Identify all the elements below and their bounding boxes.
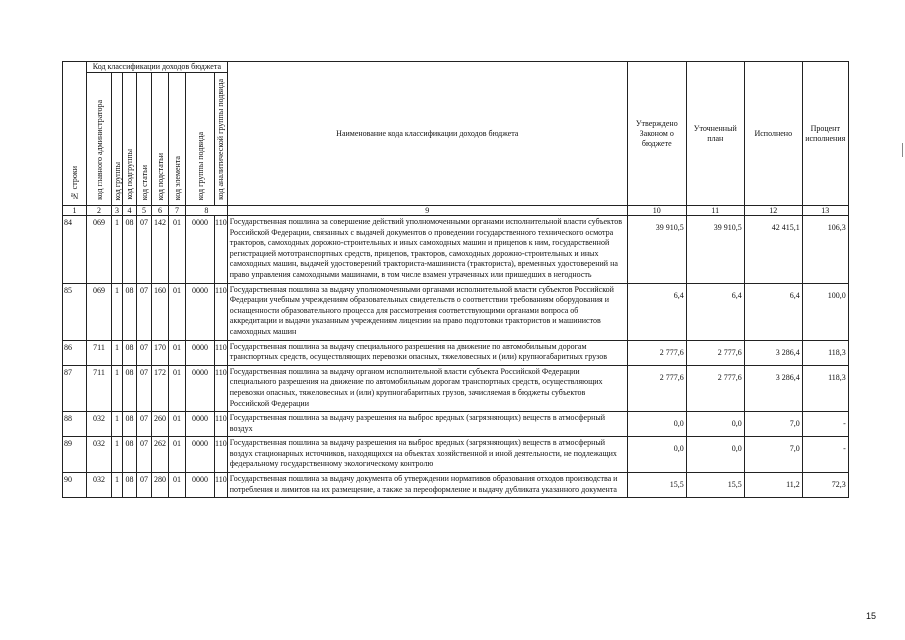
executed-value: 3 286,4 xyxy=(744,365,802,411)
element-code: 01 xyxy=(169,473,186,498)
approved-header: Утверждено Законом о бюджете xyxy=(627,62,686,206)
element-code: 01 xyxy=(169,283,186,340)
article-code: 07 xyxy=(137,283,152,340)
class-col-header-text: код элемента xyxy=(172,155,182,200)
row-number-header xyxy=(63,62,87,206)
admin-code: 032 xyxy=(87,412,112,437)
admin-code: 069 xyxy=(87,216,112,284)
class-col-header-text: код группы подвида xyxy=(195,131,205,200)
analytic-code: 110 xyxy=(215,365,228,411)
subtype-code: 0000 xyxy=(186,365,215,411)
refined-value: 15,5 xyxy=(686,473,744,498)
substat-code: 280 xyxy=(152,473,169,498)
table-row xyxy=(63,437,849,473)
column-number: 6 xyxy=(152,206,169,216)
approved-value: 39 910,5 xyxy=(627,216,686,284)
analytic-code: 110 xyxy=(215,437,228,473)
article-code: 07 xyxy=(137,473,152,498)
analytic-code: 110 xyxy=(215,412,228,437)
class-col-header-text: код главного администратора xyxy=(94,100,104,200)
percent-value: 118,3 xyxy=(802,340,848,365)
percent-value: 100,0 xyxy=(802,283,848,340)
executed-value: 11,2 xyxy=(744,473,802,498)
article-code: 07 xyxy=(137,365,152,411)
admin-code: 032 xyxy=(87,473,112,498)
approved-value: 6,4 xyxy=(627,283,686,340)
table-row xyxy=(63,340,849,365)
substat-code: 142 xyxy=(152,216,169,284)
subgroup-code: 08 xyxy=(123,216,137,284)
subtype-code: 0000 xyxy=(186,412,215,437)
revenue-table xyxy=(62,61,849,498)
column-number: 7 xyxy=(169,206,186,216)
class-col-header xyxy=(112,73,123,206)
column-number: 11 xyxy=(686,206,744,216)
class-col-header xyxy=(123,73,137,206)
table-row xyxy=(63,216,849,284)
revenue-name: Государственная пошлина за совершение действий уполномоченными органами исполнительной власти субъектов Российской Федерации, связанных с выдачей документов о проведении государственного технического осмотра тракторов, самоходных дорожно-строительных и иных самоходных машин и прицепов к ним, государственной регистрацией мототранспортных средств, прицепов, тракторов, самоходных дорожно-строительных и иных самоходных машин, выдачей удостоверений тракториста-машиниста (тракториста), временных удостоверений на право управления самоходными машинами, в том числе взамен утраченных или пришедших в негодность xyxy=(227,216,627,284)
column-number: 2 xyxy=(87,206,112,216)
element-code: 01 xyxy=(169,437,186,473)
substat-code: 260 xyxy=(152,412,169,437)
subgroup-code: 08 xyxy=(123,365,137,411)
subgroup-code: 08 xyxy=(123,412,137,437)
group-code: 1 xyxy=(112,283,123,340)
revenue-name: Государственная пошлина за выдачу разрешения на выброс вредных (загрязняющих) веществ в атмосферный воздух стационарных источников, находящихся на объектах хозяйственной и иной деятельности, не подлежащих федеральному государственному экологическому контролю xyxy=(227,437,627,473)
group-code: 1 xyxy=(112,473,123,498)
refined-value: 39 910,5 xyxy=(686,216,744,284)
substat-code: 160 xyxy=(152,283,169,340)
row-number-header-text: № строки xyxy=(70,165,79,200)
page-number: 15 xyxy=(866,611,877,621)
article-code: 07 xyxy=(137,412,152,437)
row-number: 87 xyxy=(63,365,87,411)
row-number: 90 xyxy=(63,473,87,498)
column-number: 5 xyxy=(137,206,152,216)
article-code: 07 xyxy=(137,340,152,365)
class-col-header xyxy=(186,73,215,206)
row-number: 88 xyxy=(63,412,87,437)
element-code: 01 xyxy=(169,340,186,365)
margin-mark xyxy=(902,143,903,157)
analytic-code: 110 xyxy=(215,283,228,340)
percent-value: - xyxy=(802,437,848,473)
column-number: 1 xyxy=(63,206,87,216)
class-col-header xyxy=(137,73,152,206)
executed-value: 7,0 xyxy=(744,412,802,437)
class-col-header-text: код подгруппы xyxy=(125,149,134,200)
group-code: 1 xyxy=(112,365,123,411)
analytic-code: 110 xyxy=(215,340,228,365)
class-col-header-text: код статьи xyxy=(139,164,149,200)
revenue-name: Государственная пошлина за выдачу разрешения на выброс вредных (загрязняющих) веществ в атмосферный воздух xyxy=(227,412,627,437)
refined-value: 2 777,6 xyxy=(686,340,744,365)
percent-value: - xyxy=(802,412,848,437)
approved-value: 15,5 xyxy=(627,473,686,498)
article-code: 07 xyxy=(137,437,152,473)
name-header: Наименование кода классификации доходов бюджета xyxy=(227,62,627,206)
element-code: 01 xyxy=(169,412,186,437)
class-col-header-text: код группы xyxy=(112,161,122,200)
admin-code: 069 xyxy=(87,283,112,340)
group-code: 1 xyxy=(112,216,123,284)
percent-value: 106,3 xyxy=(802,216,848,284)
group-code: 1 xyxy=(112,437,123,473)
row-number: 89 xyxy=(63,437,87,473)
class-col-header-text: код аналитической группы подвида xyxy=(216,79,226,200)
group-code: 1 xyxy=(112,412,123,437)
table-row xyxy=(63,412,849,437)
table-row xyxy=(63,365,849,411)
refined-value: 0,0 xyxy=(686,437,744,473)
admin-code: 032 xyxy=(87,437,112,473)
classification-group-header: Код классификации доходов бюджета xyxy=(87,62,228,73)
row-number: 85 xyxy=(63,283,87,340)
executed-header: Исполнено xyxy=(744,62,802,206)
element-code: 01 xyxy=(169,216,186,284)
class-col-header xyxy=(87,73,112,206)
percent-header: Процент исполнения xyxy=(802,62,848,206)
column-number: 9 xyxy=(227,206,627,216)
column-number: 12 xyxy=(744,206,802,216)
analytic-code: 110 xyxy=(215,473,228,498)
row-number: 86 xyxy=(63,340,87,365)
revenue-name: Государственная пошлина за выдачу специального разрешения на движение по автомобильным дорогам транспортных средств, осуществляющих перевозки опасных, тяжеловесных и (или) крупногабаритных грузов xyxy=(227,340,627,365)
subtype-code: 0000 xyxy=(186,437,215,473)
approved-value: 2 777,6 xyxy=(627,365,686,411)
revenue-name: Государственная пошлина за выдачу органом исполнительной власти субъекта Российской Федерации специального разрешения на движение по автомобильным дорогам транспортных средств, осуществляющих перевозки опасных, тяжеловесных и (или) крупногабаритных грузов, зачисляемая в бюджеты субъектов Российской Федерации xyxy=(227,365,627,411)
column-number: 8 xyxy=(186,206,228,216)
approved-value: 2 777,6 xyxy=(627,340,686,365)
class-col-header xyxy=(152,73,169,206)
article-code: 07 xyxy=(137,216,152,284)
refined-value: 2 777,6 xyxy=(686,365,744,411)
subgroup-code: 08 xyxy=(123,437,137,473)
executed-value: 6,4 xyxy=(744,283,802,340)
column-number: 4 xyxy=(123,206,137,216)
subgroup-code: 08 xyxy=(123,340,137,365)
group-code: 1 xyxy=(112,340,123,365)
class-col-header-text: код подстатьи xyxy=(155,152,165,200)
executed-value: 42 415,1 xyxy=(744,216,802,284)
refined-header: Уточненный план xyxy=(686,62,744,206)
approved-value: 0,0 xyxy=(627,437,686,473)
class-col-header xyxy=(215,73,228,206)
class-col-header xyxy=(169,73,186,206)
substat-code: 170 xyxy=(152,340,169,365)
subgroup-code: 08 xyxy=(123,283,137,340)
substat-code: 172 xyxy=(152,365,169,411)
approved-value: 0,0 xyxy=(627,412,686,437)
substat-code: 262 xyxy=(152,437,169,473)
analytic-code: 110 xyxy=(215,216,228,284)
subtype-code: 0000 xyxy=(186,473,215,498)
admin-code: 711 xyxy=(87,365,112,411)
column-numbers-row xyxy=(63,206,849,216)
table-row xyxy=(63,283,849,340)
refined-value: 6,4 xyxy=(686,283,744,340)
subtype-code: 0000 xyxy=(186,283,215,340)
table-row xyxy=(63,473,849,498)
admin-code: 711 xyxy=(87,340,112,365)
executed-value: 3 286,4 xyxy=(744,340,802,365)
subgroup-code: 08 xyxy=(123,473,137,498)
column-number: 10 xyxy=(627,206,686,216)
percent-value: 118,3 xyxy=(802,365,848,411)
revenue-name: Государственная пошлина за выдачу уполномоченными органами исполнительной власти субъектов Российской Федерации учебным учреждениям образовательных свидетельств о соответствии требованиям оборудования и оснащенности образовательного процесса для рассмотрения соответствующими органами вопроса об аккредитации и выдачи указанным учреждениям лицензии на право подготовки трактористов и машинистов самоходных машин xyxy=(227,283,627,340)
row-number: 84 xyxy=(63,216,87,284)
executed-value: 7,0 xyxy=(744,437,802,473)
revenue-name: Государственная пошлина за выдачу документа об утверждении нормативов образования отходов производства и потребления и лимитов на их размещение, а также за переоформление и выдачу дубликата указанного документа xyxy=(227,473,627,498)
subtype-code: 0000 xyxy=(186,216,215,284)
column-number: 3 xyxy=(112,206,123,216)
refined-value: 0,0 xyxy=(686,412,744,437)
percent-value: 72,3 xyxy=(802,473,848,498)
column-number: 13 xyxy=(802,206,848,216)
subtype-code: 0000 xyxy=(186,340,215,365)
element-code: 01 xyxy=(169,365,186,411)
